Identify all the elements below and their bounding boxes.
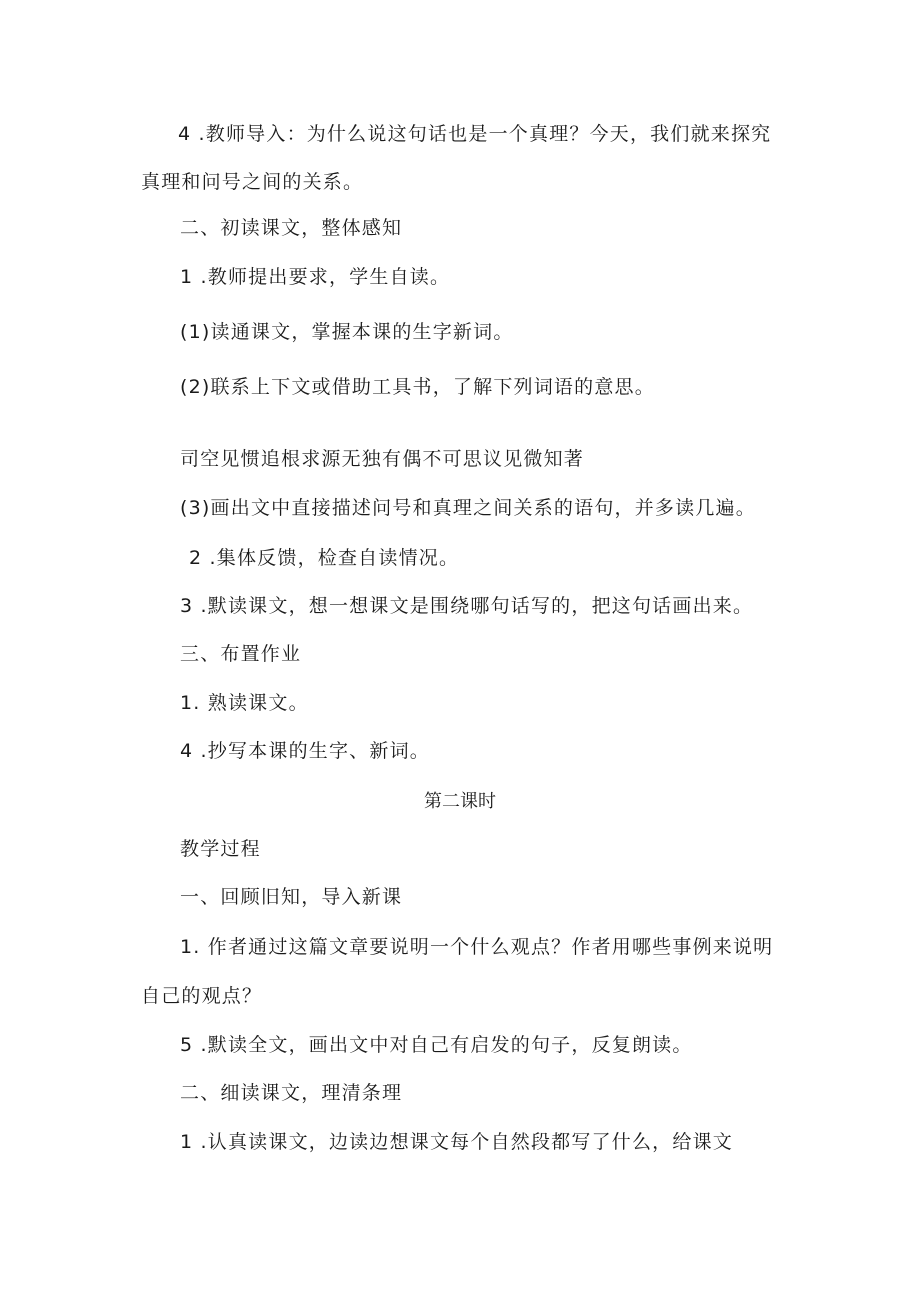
paragraph-teacher-intro-cont: 真理和问号之间的关系。 [141,171,364,193]
list-item-self-reading: 1 .教师提出要求，学生自读。 [180,266,451,288]
section-heading-detailed-reading: 二、细读课文，理清条理 [180,1082,403,1104]
sub-item-vocab-meaning: (2)联系上下文或借助工具书，了解下列词语的意思。 [180,376,655,398]
list-item-feedback: 2 .集体反馈，检查自读情况。 [189,547,460,569]
section-heading-first-reading: 二、初读课文，整体感知 [180,217,403,239]
vocab-list: 司空见惯追根求源无独有偶不可思议见微知著 [180,448,585,470]
section-heading-homework: 三、布置作业 [180,643,302,665]
paragraph-author-viewpoint-cont: 自己的观点？ [141,985,263,1007]
list-item-careful-reading: 1 .认真读课文，边读边想课文每个自然段都写了什么，给课文 [180,1131,733,1153]
lesson-title-second-period: 第二课时 [424,791,496,812]
list-item-silent-reading: 3 .默读课文，想一想课文是围绕哪句话写的，把这句话画出来。 [180,595,754,617]
heading-teaching-process: 教学过程 [180,838,261,860]
section-heading-review: 一、回顾旧知，导入新课 [180,886,403,908]
paragraph-teacher-intro: 4 .教师导入：为什么说这句话也是一个真理？今天，我们就来探究 [178,123,772,145]
sub-item-read-text: (1)读通课文，掌握本课的生字新词。 [180,321,514,343]
homework-item-copy: 4 .抄写本课的生字、新词。 [180,740,430,762]
list-item-silent-read-all: 5 .默读全文，画出文中对自己有启发的句子，反复朗读。 [180,1034,693,1056]
sub-item-mark-sentences: (3)画出文中直接描述问号和真理之间关系的语句，并多读几遍。 [180,497,756,519]
paragraph-author-viewpoint: 1. 作者通过这篇文章要说明一个什么观点？作者用哪些事例来说明 [180,936,774,958]
homework-item-read: 1. 熟读课文。 [180,692,309,714]
